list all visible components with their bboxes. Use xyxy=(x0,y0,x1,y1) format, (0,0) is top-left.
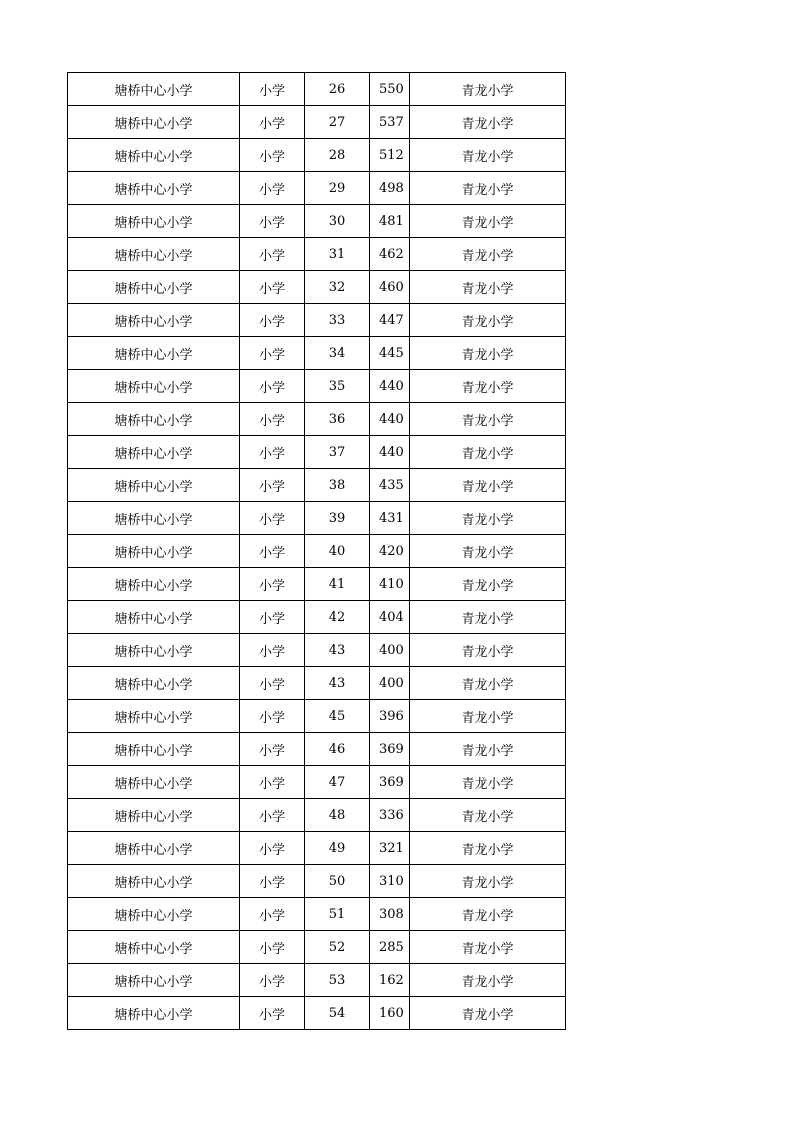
target-school-cell: 青龙小学 xyxy=(410,271,566,304)
level-cell: 小学 xyxy=(240,733,305,766)
score-cell: 396 xyxy=(370,700,410,733)
score-cell: 410 xyxy=(370,568,410,601)
school-cell: 塘桥中心小学 xyxy=(68,436,240,469)
target-school-cell: 青龙小学 xyxy=(410,469,566,502)
rank-cell: 34 xyxy=(305,337,370,370)
level-cell: 小学 xyxy=(240,238,305,271)
school-cell: 塘桥中心小学 xyxy=(68,304,240,337)
level-cell: 小学 xyxy=(240,964,305,997)
school-cell: 塘桥中心小学 xyxy=(68,139,240,172)
score-cell: 369 xyxy=(370,733,410,766)
rank-cell: 43 xyxy=(305,667,370,700)
rank-cell: 38 xyxy=(305,469,370,502)
level-cell: 小学 xyxy=(240,568,305,601)
table-row xyxy=(68,766,566,799)
score-cell: 512 xyxy=(370,139,410,172)
school-cell: 塘桥中心小学 xyxy=(68,931,240,964)
table-row xyxy=(68,931,566,964)
score-cell: 308 xyxy=(370,898,410,931)
target-school-cell: 青龙小学 xyxy=(410,403,566,436)
table-row xyxy=(68,172,566,205)
rank-cell: 27 xyxy=(305,106,370,139)
target-school-cell: 青龙小学 xyxy=(410,535,566,568)
target-school-cell: 青龙小学 xyxy=(410,997,566,1030)
level-cell: 小学 xyxy=(240,931,305,964)
score-cell: 435 xyxy=(370,469,410,502)
level-cell: 小学 xyxy=(240,799,305,832)
rank-cell: 52 xyxy=(305,931,370,964)
table-row xyxy=(68,139,566,172)
level-cell: 小学 xyxy=(240,601,305,634)
target-school-cell: 青龙小学 xyxy=(410,436,566,469)
school-cell: 塘桥中心小学 xyxy=(68,700,240,733)
school-cell: 塘桥中心小学 xyxy=(68,601,240,634)
rank-cell: 48 xyxy=(305,799,370,832)
school-cell: 塘桥中心小学 xyxy=(68,898,240,931)
level-cell: 小学 xyxy=(240,106,305,139)
target-school-cell: 青龙小学 xyxy=(410,931,566,964)
target-school-cell: 青龙小学 xyxy=(410,139,566,172)
school-cell: 塘桥中心小学 xyxy=(68,997,240,1030)
rank-cell: 26 xyxy=(305,73,370,106)
table-row xyxy=(68,403,566,436)
target-school-cell: 青龙小学 xyxy=(410,634,566,667)
rank-cell: 46 xyxy=(305,733,370,766)
school-cell: 塘桥中心小学 xyxy=(68,799,240,832)
target-school-cell: 青龙小学 xyxy=(410,799,566,832)
level-cell: 小学 xyxy=(240,139,305,172)
level-cell: 小学 xyxy=(240,436,305,469)
score-cell: 431 xyxy=(370,502,410,535)
level-cell: 小学 xyxy=(240,634,305,667)
table-row xyxy=(68,700,566,733)
school-cell: 塘桥中心小学 xyxy=(68,634,240,667)
target-school-cell: 青龙小学 xyxy=(410,898,566,931)
target-school-cell: 青龙小学 xyxy=(410,700,566,733)
school-cell: 塘桥中心小学 xyxy=(68,865,240,898)
target-school-cell: 青龙小学 xyxy=(410,964,566,997)
rank-cell: 40 xyxy=(305,535,370,568)
target-school-cell: 青龙小学 xyxy=(410,865,566,898)
target-school-cell: 青龙小学 xyxy=(410,733,566,766)
school-cell: 塘桥中心小学 xyxy=(68,733,240,766)
score-cell: 310 xyxy=(370,865,410,898)
school-cell: 塘桥中心小学 xyxy=(68,73,240,106)
score-cell: 440 xyxy=(370,403,410,436)
school-cell: 塘桥中心小学 xyxy=(68,469,240,502)
level-cell: 小学 xyxy=(240,73,305,106)
table-row xyxy=(68,304,566,337)
target-school-cell: 青龙小学 xyxy=(410,337,566,370)
target-school-cell: 青龙小学 xyxy=(410,304,566,337)
table-row xyxy=(68,271,566,304)
school-cell: 塘桥中心小学 xyxy=(68,766,240,799)
data-table xyxy=(67,72,566,1030)
score-cell: 420 xyxy=(370,535,410,568)
rank-cell: 28 xyxy=(305,139,370,172)
target-school-cell: 青龙小学 xyxy=(410,601,566,634)
rank-cell: 50 xyxy=(305,865,370,898)
level-cell: 小学 xyxy=(240,700,305,733)
level-cell: 小学 xyxy=(240,502,305,535)
table-row xyxy=(68,799,566,832)
target-school-cell: 青龙小学 xyxy=(410,766,566,799)
table-row xyxy=(68,469,566,502)
rank-cell: 31 xyxy=(305,238,370,271)
school-cell: 塘桥中心小学 xyxy=(68,370,240,403)
table-row xyxy=(68,370,566,403)
school-cell: 塘桥中心小学 xyxy=(68,403,240,436)
score-cell: 481 xyxy=(370,205,410,238)
target-school-cell: 青龙小学 xyxy=(410,205,566,238)
score-cell: 336 xyxy=(370,799,410,832)
rank-cell: 36 xyxy=(305,403,370,436)
table-row xyxy=(68,106,566,139)
level-cell: 小学 xyxy=(240,667,305,700)
table-row xyxy=(68,535,566,568)
target-school-cell: 青龙小学 xyxy=(410,73,566,106)
level-cell: 小学 xyxy=(240,172,305,205)
table-row xyxy=(68,337,566,370)
table-row xyxy=(68,667,566,700)
score-cell: 550 xyxy=(370,73,410,106)
table-row xyxy=(68,601,566,634)
rank-cell: 32 xyxy=(305,271,370,304)
school-cell: 塘桥中心小学 xyxy=(68,568,240,601)
school-cell: 塘桥中心小学 xyxy=(68,667,240,700)
table-row xyxy=(68,238,566,271)
level-cell: 小学 xyxy=(240,205,305,238)
school-cell: 塘桥中心小学 xyxy=(68,337,240,370)
school-cell: 塘桥中心小学 xyxy=(68,535,240,568)
school-cell: 塘桥中心小学 xyxy=(68,172,240,205)
level-cell: 小学 xyxy=(240,469,305,502)
table-row xyxy=(68,865,566,898)
level-cell: 小学 xyxy=(240,997,305,1030)
table-row xyxy=(68,634,566,667)
level-cell: 小学 xyxy=(240,898,305,931)
target-school-cell: 青龙小学 xyxy=(410,172,566,205)
target-school-cell: 青龙小学 xyxy=(410,238,566,271)
level-cell: 小学 xyxy=(240,403,305,436)
rank-cell: 29 xyxy=(305,172,370,205)
rank-cell: 43 xyxy=(305,634,370,667)
rank-cell: 49 xyxy=(305,832,370,865)
score-cell: 321 xyxy=(370,832,410,865)
level-cell: 小学 xyxy=(240,535,305,568)
school-cell: 塘桥中心小学 xyxy=(68,271,240,304)
school-cell: 塘桥中心小学 xyxy=(68,502,240,535)
level-cell: 小学 xyxy=(240,766,305,799)
target-school-cell: 青龙小学 xyxy=(410,667,566,700)
level-cell: 小学 xyxy=(240,271,305,304)
score-cell: 285 xyxy=(370,931,410,964)
table-row xyxy=(68,502,566,535)
target-school-cell: 青龙小学 xyxy=(410,832,566,865)
rank-cell: 53 xyxy=(305,964,370,997)
rank-cell: 42 xyxy=(305,601,370,634)
score-cell: 498 xyxy=(370,172,410,205)
score-cell: 460 xyxy=(370,271,410,304)
rank-cell: 35 xyxy=(305,370,370,403)
rank-cell: 51 xyxy=(305,898,370,931)
score-cell: 537 xyxy=(370,106,410,139)
rank-cell: 30 xyxy=(305,205,370,238)
table-row xyxy=(68,733,566,766)
table-row xyxy=(68,568,566,601)
rank-cell: 47 xyxy=(305,766,370,799)
target-school-cell: 青龙小学 xyxy=(410,370,566,403)
table-body xyxy=(68,73,566,1030)
table-row xyxy=(68,436,566,469)
level-cell: 小学 xyxy=(240,337,305,370)
table-row xyxy=(68,964,566,997)
school-cell: 塘桥中心小学 xyxy=(68,106,240,139)
score-cell: 400 xyxy=(370,667,410,700)
score-cell: 162 xyxy=(370,964,410,997)
score-cell: 160 xyxy=(370,997,410,1030)
score-cell: 369 xyxy=(370,766,410,799)
table-row xyxy=(68,73,566,106)
level-cell: 小学 xyxy=(240,304,305,337)
school-cell: 塘桥中心小学 xyxy=(68,205,240,238)
score-cell: 445 xyxy=(370,337,410,370)
target-school-cell: 青龙小学 xyxy=(410,502,566,535)
score-cell: 400 xyxy=(370,634,410,667)
table-row xyxy=(68,832,566,865)
level-cell: 小学 xyxy=(240,865,305,898)
rank-cell: 45 xyxy=(305,700,370,733)
score-cell: 404 xyxy=(370,601,410,634)
school-cell: 塘桥中心小学 xyxy=(68,238,240,271)
score-cell: 440 xyxy=(370,370,410,403)
target-school-cell: 青龙小学 xyxy=(410,106,566,139)
rank-cell: 41 xyxy=(305,568,370,601)
target-school-cell: 青龙小学 xyxy=(410,568,566,601)
table-row xyxy=(68,997,566,1030)
rank-cell: 33 xyxy=(305,304,370,337)
score-cell: 462 xyxy=(370,238,410,271)
level-cell: 小学 xyxy=(240,370,305,403)
rank-cell: 39 xyxy=(305,502,370,535)
score-cell: 440 xyxy=(370,436,410,469)
school-cell: 塘桥中心小学 xyxy=(68,964,240,997)
rank-cell: 37 xyxy=(305,436,370,469)
table-row xyxy=(68,205,566,238)
score-cell: 447 xyxy=(370,304,410,337)
level-cell: 小学 xyxy=(240,832,305,865)
rank-cell: 54 xyxy=(305,997,370,1030)
school-cell: 塘桥中心小学 xyxy=(68,832,240,865)
table-row xyxy=(68,898,566,931)
